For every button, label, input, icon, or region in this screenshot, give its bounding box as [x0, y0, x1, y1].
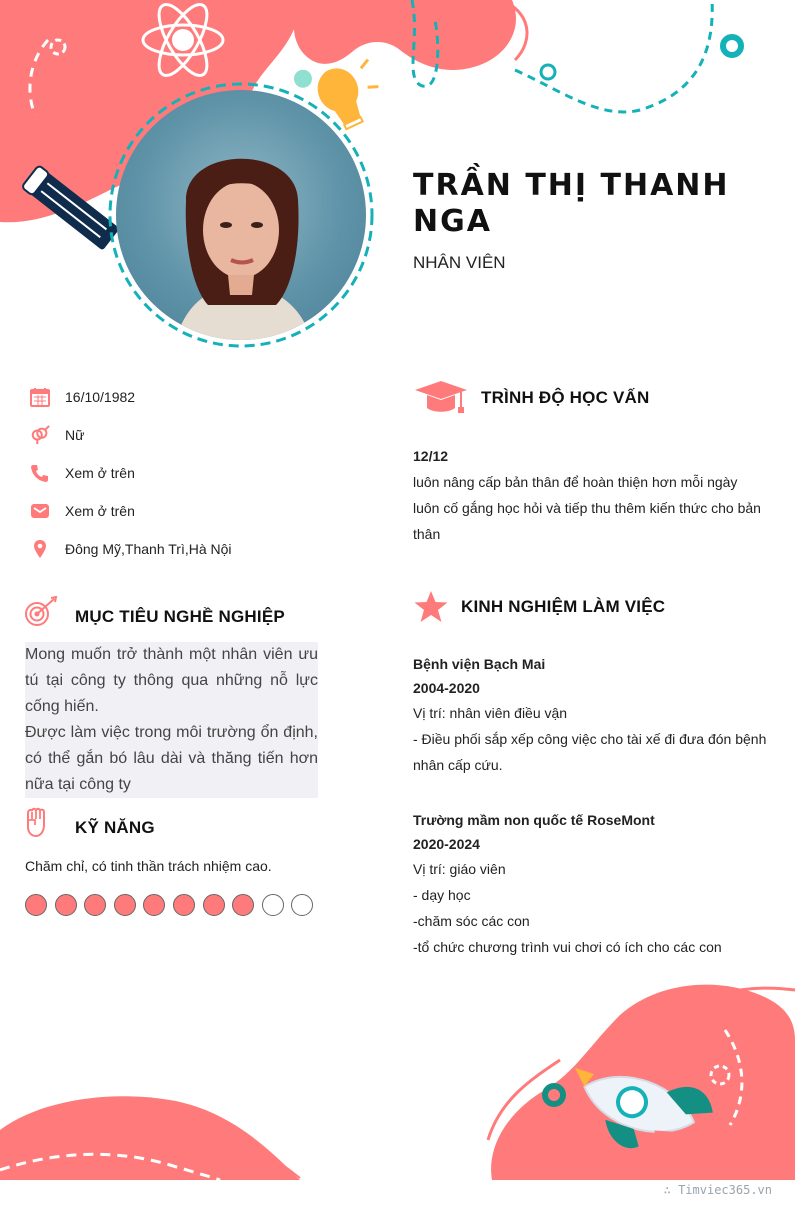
- job-entry: [413, 808, 788, 960]
- job-task: - Điều phối sắp xếp công việc cho tài xế đi đưa đón bệnh nhân cấp cứu.: [413, 731, 767, 773]
- rating-dot-filled: [55, 894, 77, 916]
- info-gender: [30, 424, 84, 446]
- education-line-2: luôn cố gắng học hỏi và tiếp thu thêm kiến thức cho bản thân: [413, 500, 761, 542]
- objective-text: [25, 642, 318, 798]
- rating-dot-empty: [291, 894, 313, 916]
- rating-dot-filled: [114, 894, 136, 916]
- location-pin-icon: [30, 539, 50, 559]
- phone-value: Xem ở trên: [65, 465, 135, 481]
- rating-dot-empty: [262, 894, 284, 916]
- education-content: [413, 443, 788, 547]
- calendar-icon: [30, 387, 50, 407]
- info-phone: [30, 462, 135, 484]
- birthday-value: 16/10/1982: [65, 389, 136, 405]
- rating-dot-filled: [25, 894, 47, 916]
- gender-icon: [30, 425, 50, 445]
- skills-heading: KỸ NĂNG: [75, 818, 155, 837]
- skill-description: Chăm chỉ, có tinh thần trách nhiệm cao.: [25, 858, 272, 874]
- skill-rating: [25, 894, 321, 916]
- education-heading: TRÌNH ĐỘ HỌC VẤN: [481, 388, 650, 407]
- star-icon: [413, 590, 449, 624]
- objective-line-2: Được làm việc trong môi trường ổn định, có thể gắn bó lâu dài và thăng tiến hơn nữa tại công ty: [25, 720, 318, 798]
- job-task: -chăm sóc các con: [413, 913, 530, 929]
- bottom-left-blob: [0, 1096, 300, 1180]
- address-value: Đông Mỹ,Thanh Trì,Hà Nội: [65, 541, 232, 557]
- job-position: Vị trí: giáo viên: [413, 861, 506, 877]
- job-position: Vị trí: nhân viên điều vận: [413, 705, 568, 721]
- experience-heading: KINH NGHIỆM LÀM VIỆC: [461, 597, 666, 616]
- education-level: 12/12: [413, 448, 449, 464]
- phone-icon: [30, 463, 50, 483]
- candidate-name: TRẦN THỊ THANH NGA: [413, 168, 730, 239]
- job-period: 2004-2020: [413, 680, 480, 696]
- target-icon: [24, 596, 58, 628]
- atom-icon: [143, 0, 223, 82]
- info-birthday: [30, 386, 135, 408]
- graduation-cap-icon: [413, 380, 469, 414]
- email-value: Xem ở trên: [65, 503, 135, 519]
- avatar-photo: [116, 90, 366, 340]
- job-company: Trường mầm non quốc tế RoseMont: [413, 812, 655, 828]
- info-address: [30, 538, 232, 560]
- fist-icon: [24, 805, 48, 839]
- objective-heading: MỤC TIÊU NGHỀ NGHIỆP: [75, 607, 285, 626]
- gender-value: Nữ: [65, 427, 85, 443]
- job-entry: [413, 652, 788, 778]
- pencil-icon: [21, 165, 119, 250]
- rating-dot-filled: [84, 894, 106, 916]
- rating-dot-filled: [203, 894, 225, 916]
- objective-line-1: Mong muốn trở thành một nhân viên ưu tú tại công ty thông qua những nỗ lực cống hiến.: [25, 642, 318, 720]
- job-task: - dạy học: [413, 887, 471, 903]
- info-email: [30, 500, 135, 522]
- job-company: Bệnh viện Bạch Mai: [413, 656, 546, 672]
- job-task: -tổ chức chương trình vui chơi có ích cho các con: [413, 939, 722, 955]
- job-period: 2020-2024: [413, 836, 480, 852]
- top-right-blob: [294, 0, 516, 70]
- mail-icon: [30, 501, 50, 521]
- rating-dot-filled: [143, 894, 165, 916]
- candidate-title: NHÂN VIÊN: [413, 253, 506, 272]
- rocket-icon: [556, 1051, 718, 1170]
- rating-dot-filled: [232, 894, 254, 916]
- rating-dot-filled: [173, 894, 195, 916]
- education-line-1: luôn nâng cấp bản thân để hoàn thiện hơn mỗi ngày: [413, 474, 738, 490]
- bottom-right-blob: [491, 985, 795, 1180]
- footer-brand[interactable]: ∴ Timviec365.vn: [663, 1183, 772, 1197]
